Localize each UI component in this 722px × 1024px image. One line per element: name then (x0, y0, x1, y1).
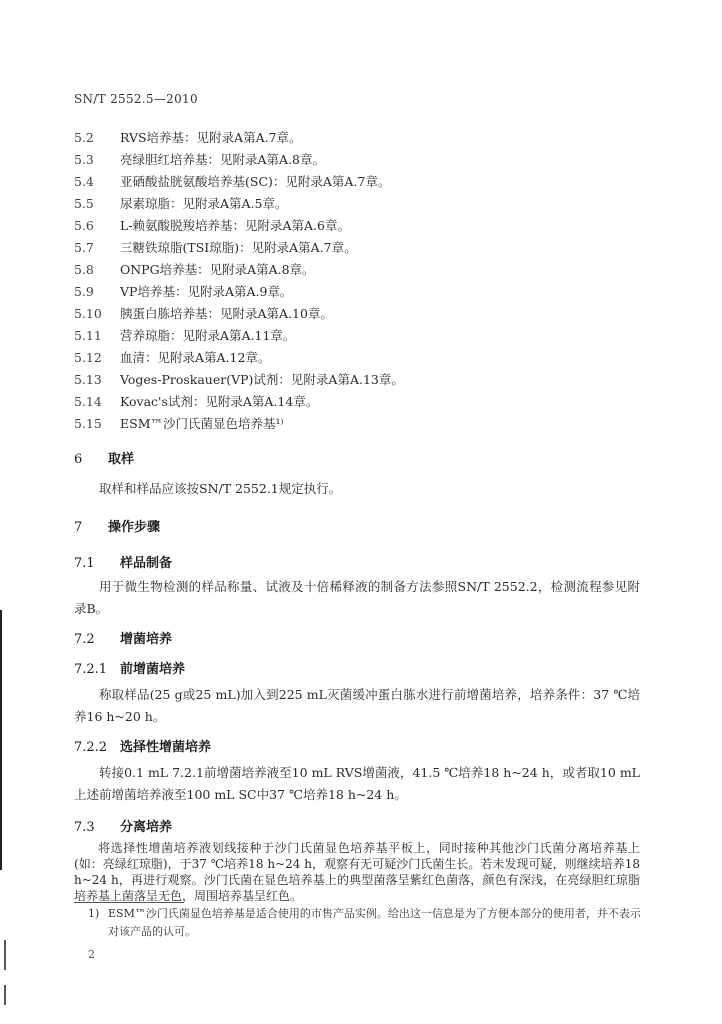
list-item (74, 326, 295, 344)
paragraph-pre-enrichment: 称取样品(25 g或25 mL)加入到225 mL灭菌缓冲蛋白胨水进行前增菌培养，培养条件：37 ℃培养16 h~20 h。 (74, 687, 640, 724)
section-title: 选择性增菌培养 (120, 740, 212, 755)
section-title: 取样 (108, 452, 135, 467)
item-number: 5.7 (74, 240, 94, 255)
item-number: 5.2 (74, 130, 94, 145)
list-item (74, 216, 350, 234)
scan-edge-mark (4, 985, 6, 1005)
item-text: 血清：见附录A第A.12章。 (120, 350, 271, 365)
footnote-text: ESM™沙门氏菌显色培养基是适合使用的市售产品实例。给出这一信息是为了方便本部分的使用者，并不表示对该产品的认可。 (108, 907, 641, 938)
section-heading-7 (74, 516, 160, 535)
section-heading-6 (74, 448, 134, 467)
item-text: RVS培养基：见附录A第A.7章。 (120, 130, 302, 145)
list-item (74, 150, 325, 168)
item-text: L-赖氨酸脱羧培养基：见附录A第A.6章。 (120, 218, 351, 233)
section-number: 7.2.1 (74, 662, 108, 677)
item-text: Voges-Proskauer(VP)试剂：见附录A第A.13章。 (120, 372, 404, 387)
section-title: 操作步骤 (108, 520, 161, 535)
item-number: 5.4 (74, 174, 94, 189)
section-heading-7-1 (74, 552, 172, 571)
section-heading-7-3 (74, 816, 172, 835)
footnote (88, 905, 644, 941)
list-item (74, 370, 404, 388)
list-item (74, 414, 284, 432)
item-text: ESM™沙门氏菌显色培养基¹⁾ (120, 416, 284, 431)
list-item (74, 194, 287, 212)
standard-number-header: SN/T 2552.5—2010 (74, 92, 198, 106)
item-text: 营养琼脂：见附录A第A.11章。 (120, 328, 296, 343)
section-heading-7-2-2 (74, 736, 211, 755)
list-item (74, 172, 390, 190)
item-number: 5.10 (74, 306, 102, 321)
section-number: 7.1 (74, 556, 95, 571)
item-text: 亮绿胆红培养基：见附录A第A.8章。 (120, 152, 325, 167)
section-heading-7-2 (74, 628, 172, 647)
paragraph-selective-enrichment: 转接0.1 mL 7.2.1前增菌培养液至10 mL RVS增菌液，41.5 ℃培养18 h~24 h，或者取10 mL上述前增菌培养液至100 mL SC中37 ℃培养18 h~24 h。 (74, 765, 640, 802)
scan-edge-mark (0, 610, 2, 870)
item-number: 5.13 (74, 372, 102, 387)
item-number: 5.14 (74, 394, 102, 409)
item-text: 胰蛋白胨培养基：见附录A第A.10章。 (120, 306, 333, 321)
section-title: 前增菌培养 (120, 662, 186, 677)
item-text: 亚硒酸盐胱氨酸培养基(SC)：见附录A第A.7章。 (120, 174, 391, 189)
item-number: 5.9 (74, 284, 94, 299)
section-heading-7-2-1 (74, 658, 185, 677)
item-text: Kovac's试剂：见附录A第A.14章。 (120, 394, 319, 409)
item-number: 5.8 (74, 262, 94, 277)
paragraph-isolation: 将选择性增菌培养液划线接种于沙门氏菌显色培养基平板上，同时接种其他沙门氏菌分离培养基上(如：亮绿红琼脂)，于37 ℃培养18 h~24 h，观察有无可疑沙门氏菌生长。若未发现可疑，则继续培养18 h~24 h，再进行观察。沙门氏菌在显色培养基上的典型菌落呈紫红色菌落，颜色有深浅，在亮绿胆红琼脂培养基上菌落呈无色，周围培养基呈红色。 (74, 841, 640, 903)
section-title: 样品制备 (120, 556, 173, 571)
item-text: 三糖铁琼脂(TSI琼脂)：见附录A第A.7章。 (120, 240, 357, 255)
item-number: 5.11 (74, 328, 102, 343)
section-number: 7.3 (74, 820, 95, 835)
paragraph-sample-prep: 用于微生物检测的样品称量、试液及十倍稀释液的制备方法参照SN/T 2552.2，检测流程参见附录B。 (74, 579, 640, 616)
list-item (74, 260, 315, 278)
section-number: 7 (74, 520, 83, 535)
list-item (74, 238, 357, 256)
item-text: ONPG培养基：见附录A第A.8章。 (120, 262, 315, 277)
list-item (74, 128, 302, 146)
section-number: 7.2.2 (74, 740, 108, 755)
item-number: 5.3 (74, 152, 94, 167)
footnote-mark: 1) (88, 907, 100, 920)
item-number: 5.15 (74, 416, 102, 431)
section-number: 6 (74, 452, 83, 467)
item-text: 尿素琼脂：见附录A第A.5章。 (120, 196, 288, 211)
scan-edge-mark (4, 940, 6, 970)
paragraph-sampling: 取样和样品应该按SN/T 2552.1规定执行。 (99, 481, 342, 496)
section-number: 7.2 (74, 632, 95, 647)
list-item (74, 392, 318, 410)
list-item (74, 304, 333, 322)
item-number: 5.5 (74, 196, 94, 211)
item-number: 5.12 (74, 350, 102, 365)
item-text: VP培养基：见附录A第A.9章。 (120, 284, 293, 299)
list-item (74, 348, 270, 366)
section-title: 增菌培养 (120, 632, 173, 647)
page-number: 2 (88, 948, 95, 961)
section-title: 分离培养 (120, 820, 173, 835)
item-number: 5.6 (74, 218, 94, 233)
list-item (74, 282, 292, 300)
footnote-divider (74, 902, 184, 903)
